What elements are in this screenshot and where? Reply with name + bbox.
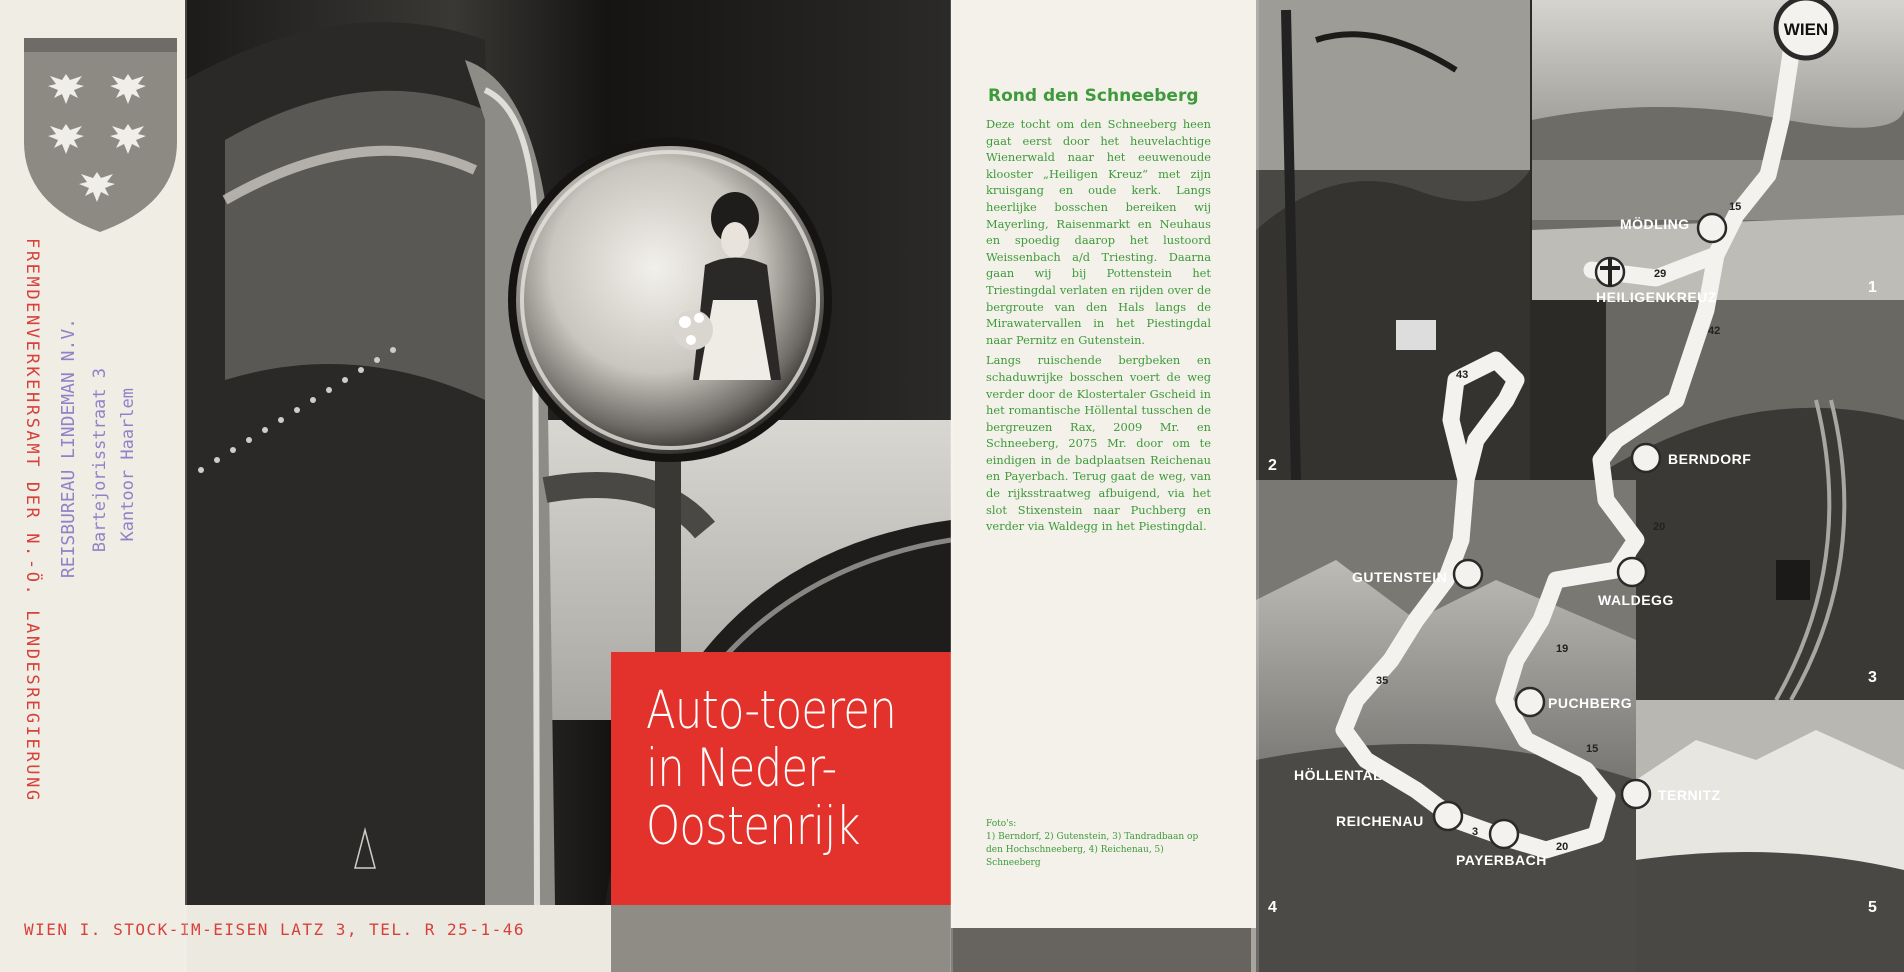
route-heading: Rond den Schneeberg bbox=[988, 86, 1199, 106]
map-distance-10: 20 bbox=[1556, 841, 1569, 853]
map-distance-5: 20 bbox=[1653, 521, 1666, 533]
map-place-modling: MÖDLING bbox=[1620, 216, 1690, 232]
map-place-waldegg: WALDEGG bbox=[1598, 592, 1674, 608]
photo-number-1: 1 bbox=[1868, 279, 1877, 296]
office-address: WIEN I. STOCK-IM-EISEN LATZ 3, TEL. R 25-1-46 bbox=[24, 920, 525, 939]
map-distance-1: 15 bbox=[1729, 201, 1742, 213]
photo-credits bbox=[986, 818, 1216, 870]
stamp-line-1: REISBUREAU LINDEMAN N.V. bbox=[58, 318, 79, 579]
travel-agency-stamp bbox=[58, 318, 148, 618]
photo-number-5: 5 bbox=[1868, 899, 1877, 916]
stamp-line-3: Kantoor Haarlem bbox=[118, 388, 138, 542]
photo-tile-4-reichenau bbox=[1256, 480, 1636, 972]
map-place-payerbach: PAYERBACH bbox=[1456, 852, 1547, 868]
cover-title-line-1: Auto-toeren bbox=[646, 680, 896, 741]
map-place-heiligenkreuz: HEILIGENKREUZ bbox=[1596, 289, 1717, 305]
map-distance-3: 42 bbox=[1708, 325, 1721, 337]
photo-number-3: 3 bbox=[1868, 669, 1877, 686]
photo-tile-5-schneeberg bbox=[1636, 700, 1904, 972]
cover-title bbox=[646, 680, 896, 857]
issuer-vertical-text: FREMDENVERKEHRSAMT DER N.-Ö. LANDESREGIERUNG bbox=[22, 238, 42, 803]
route-map-panel bbox=[1256, 0, 1904, 972]
map-place-ternitz: TERNITZ bbox=[1658, 787, 1721, 803]
map-start-wien: WIEN bbox=[1783, 20, 1829, 39]
photo-credits-list: 1) Berndorf, 2) Gutenstein, 3) Tandradbaan op den Hochschneeberg, 4) Reichenau, 5) Schneeberg bbox=[986, 832, 1199, 868]
route-description bbox=[986, 116, 1211, 539]
route-paragraph-1: Deze tocht om den Schneeberg heen gaat eerst door het heuvelachtige Wienerwald naar het eeuwenoude klooster „Heiligen Kreuz“ met zijn kruisgang en oude kerk. Langs heerlijke bosschen bereiken wij Mayerling, Raisenmarkt en Neuhaus en spoedig daarop het lustoord Weissenbach a/d Triesting. Daarna gaan wij bij Pottenstein het Triestingdal verlaten en rijden over de bergroute van den Hals langs de Mirawatervallen in het Piestingdal naar Pernitz en Gutenstein. bbox=[986, 117, 1211, 347]
photo-credits-heading: Foto's: bbox=[986, 819, 1017, 829]
route-paragraph-2: Langs ruischende bergbeken en schaduwrijke bosschen voert de weg verder door de Klostertaler Gscheid in het romantische Höllental tusschen de bergreuzen Rax, 2009 Mr. en Schneeberg, 2075 Mr. door om te eindigen in de badplaatsen Reichenau en Payerbach. Terug gaat de weg, van de rijksstraatweg afbuigend, via het slot Stixenstein naar Puchberg en verder via Waldegg in het Piestingdal. bbox=[986, 353, 1211, 534]
map-distance-2: 29 bbox=[1654, 268, 1667, 280]
cover-bottom-strip bbox=[611, 905, 951, 972]
map-place-hollental: HÖLLENTAL bbox=[1294, 767, 1383, 783]
map-distance-7: 35 bbox=[1376, 675, 1389, 687]
map-distance-6: 19 bbox=[1556, 643, 1569, 655]
map-distance-8: 15 bbox=[1586, 743, 1599, 755]
text-panel-bottom-strip bbox=[951, 928, 1256, 972]
map-place-gutenstein: GUTENSTEIN bbox=[1352, 569, 1448, 585]
photo-tile-3-tandradbaan bbox=[1606, 300, 1904, 700]
cover-title-line-2: in Neder- bbox=[646, 738, 837, 799]
photo-number-4: 4 bbox=[1268, 899, 1277, 916]
fold-line-3 bbox=[1256, 0, 1259, 972]
route-map bbox=[1256, 0, 1904, 972]
stamp-line-2: Bartejorisstraat 3 bbox=[90, 368, 110, 553]
map-distance-4: 43 bbox=[1456, 369, 1469, 381]
coat-of-arms-crest bbox=[18, 34, 183, 234]
map-place-puchberg: PUCHBERG bbox=[1548, 695, 1633, 711]
map-place-reichenau: REICHENAU bbox=[1336, 813, 1424, 829]
photo-number-2: 2 bbox=[1268, 457, 1277, 474]
map-distance-9: 3 bbox=[1472, 826, 1479, 838]
fold-line-2 bbox=[950, 0, 953, 972]
map-place-berndorf: BERNDORF bbox=[1668, 451, 1752, 467]
photo-tile-2-gutenstein bbox=[1256, 0, 1530, 480]
cover-title-line-3: Oostenrijk bbox=[646, 796, 860, 857]
fold-line-1 bbox=[184, 0, 187, 972]
